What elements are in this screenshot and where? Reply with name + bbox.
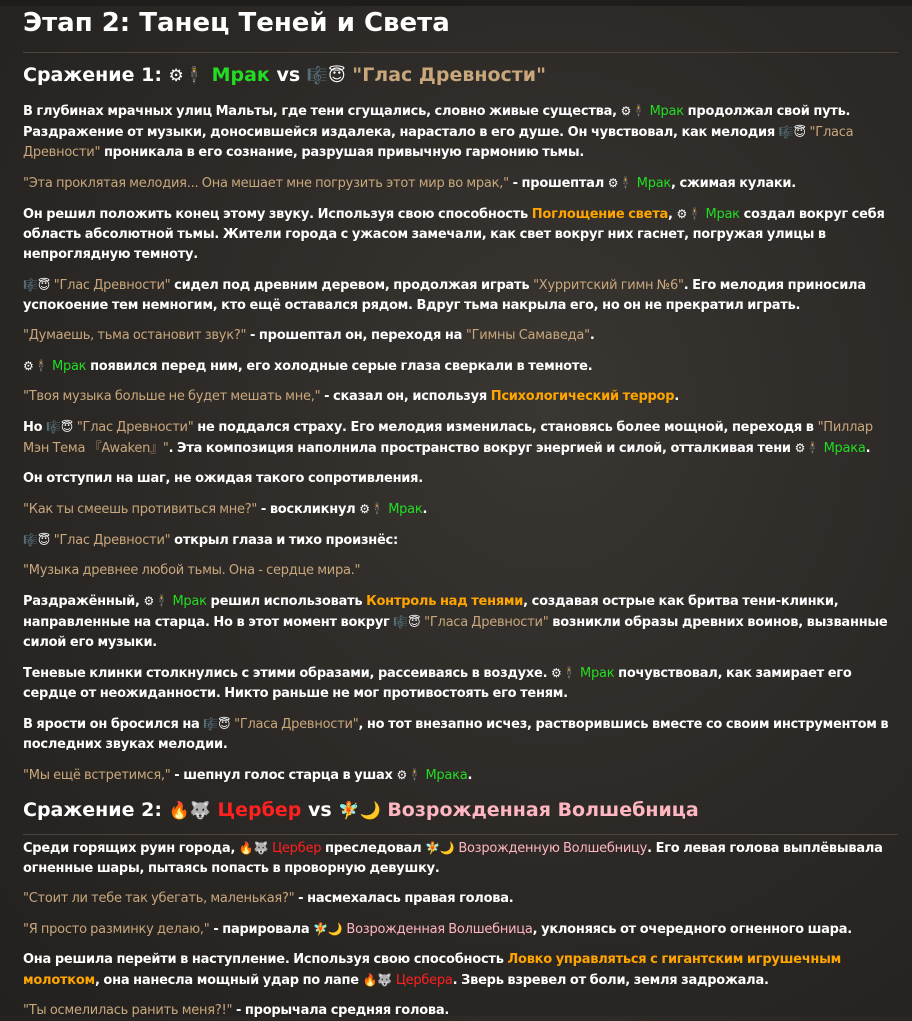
quote: "Мы ещё встретимся," [23, 768, 171, 783]
mrak-icon: ⚙🕴 [23, 359, 49, 373]
mrak-icon: ⚙🕴 [168, 66, 205, 86]
ability: Поглощение света [531, 207, 669, 222]
quote: "Как ты смеешь противиться мне?" [23, 502, 258, 517]
song: "Пиллар Мэн Тема 『Awaken』" [23, 420, 873, 456]
text: , уклоняясь от очередного огненного шара. [532, 922, 852, 937]
text: , сжимая кулаки. [671, 176, 796, 191]
text: В глубинах мрачных улиц Мальты, где тени сгущались, словно живые существа, [23, 104, 617, 119]
text: Раздражённый, [23, 594, 140, 609]
character-glas: "Гласа Древности" [23, 125, 854, 160]
glas-icon: 🎼😇 [393, 615, 421, 629]
paragraph [23, 275, 898, 316]
text: В ярости он бросился на [23, 717, 200, 732]
character-cerber: Цербер [272, 841, 322, 856]
witch-icon: 🧚🌙 [425, 841, 455, 855]
character-glas: "Гласа Древности" [424, 615, 549, 630]
stage-title: Этап 2: Танец Теней и Света [23, 0, 898, 53]
mrak-icon: ⚙🕴 [676, 207, 702, 221]
character-mrak: Мрак [649, 104, 684, 119]
character-mrak: Мрак [51, 359, 87, 374]
text: . Зверь взревел от боли, земля задрожала. [452, 973, 769, 988]
mrak-icon: ⚙🕴 [794, 441, 820, 455]
mrak-icon: ⚙🕴 [551, 666, 577, 680]
quote: "Я просто разминку делаю," [23, 922, 210, 937]
paragraph [23, 1001, 898, 1021]
mrak-icon: ⚙🕴 [396, 768, 422, 782]
quote: "Твоя музыка больше не будет мешать мне," [23, 389, 321, 404]
battle-2-fighter-1: Цербер [217, 799, 302, 821]
mrak-icon: ⚙🕴 [359, 502, 385, 516]
text: Среди горящих руин города, [23, 841, 236, 856]
ability: Ловко управляться с гигантским игрушечным молотком [23, 952, 842, 988]
paragraph [23, 663, 898, 704]
text: . [422, 502, 428, 517]
character-mrak: Мрака [425, 768, 468, 783]
paragraph [23, 889, 898, 909]
text: - воскликнул [260, 502, 356, 517]
battle-2-fighter-2: Возрожденная Волшебница [387, 799, 699, 821]
mrak-icon: ⚙🕴 [607, 176, 633, 190]
paragraph [23, 417, 898, 459]
battle-1-vs: vs [276, 64, 301, 86]
character-glas: "Глас Древности" [76, 420, 194, 435]
text: , но тот внезапно исчез, растворившись вместе со своим инструментом в последних звуках мелодии. [23, 717, 889, 752]
battle-2-vs: vs [308, 799, 332, 821]
witch-icon: 🧚🌙 [338, 801, 381, 821]
text: проникала в его сознание, разрушая привычную гармонию тьмы. [103, 145, 585, 160]
text: . [467, 768, 473, 783]
glas-icon: 🎼😇 [306, 66, 346, 86]
paragraph: Он отступил на шаг, не ожидая такого сопротивления. [23, 471, 423, 486]
character-cerber: Цербера [395, 973, 453, 988]
text: открыл глаза и тихо произнёс: [174, 533, 398, 548]
battle-1-heading [23, 62, 898, 98]
battle-1-fighter-2: "Глас Древности" [352, 64, 547, 86]
character-mrak: Мрак [705, 207, 740, 222]
text: . [674, 389, 680, 404]
paragraph [23, 919, 898, 940]
glas-icon: 🎼😇 [203, 717, 231, 731]
text: появился перед ним, его холодные серые глаза сверкали в темноте. [90, 359, 593, 374]
text: возникли образы древних воинов, вызванные силой его музыки. [23, 615, 888, 650]
text: - шепнул голос старца в ушах [174, 768, 393, 783]
text: - прошептал он, переходя на [250, 328, 463, 343]
paragraph [23, 499, 898, 520]
paragraph [23, 765, 898, 786]
battle-1-prefix: Сражение 1: [23, 64, 162, 86]
character-glas: "Гласа Древности" [234, 717, 359, 732]
battle-2-heading [23, 796, 898, 835]
paragraph [23, 714, 898, 755]
battle-1-fighter-1: Мрак [211, 64, 270, 86]
text: . [865, 441, 871, 456]
quote-paragraph: "Музыка древнее любой тьмы. Она - сердце мира." [23, 563, 361, 578]
text: Он решил положить конец этому звуку. Используя свою способность [23, 207, 528, 222]
text: - прошептал [512, 176, 604, 191]
text: . Эта композиция наполнила пространство вокруг энергией и силой, отталкивая тени [168, 441, 791, 456]
text: Она решила перейти в наступление. Используя свою способность [23, 952, 504, 967]
paragraph [23, 101, 898, 163]
text: - сказал он, используя [324, 389, 487, 404]
text: . [589, 328, 595, 343]
paragraph [23, 387, 898, 407]
paragraph [23, 356, 898, 377]
text: почувствовал, как замирает его сердце от неожиданности. Никто раньше не мог противостоять его теням. [23, 666, 852, 701]
battle-1-story [23, 101, 898, 786]
text: . Его левая голова выплёвывала огненные шары, пытаясь попасть в проворную девушку. [23, 841, 883, 876]
quote: "Ты осмелилась ранить меня?!" [23, 1003, 233, 1018]
song: "Хурритский гимн №6" [533, 278, 684, 293]
battle-2-prefix: Сражение 2: [23, 799, 162, 821]
character-witch: Возрожденная Волшебница [346, 922, 533, 937]
mrak-icon: ⚙🕴 [620, 104, 646, 118]
song: "Гимны Самаведа" [465, 328, 590, 343]
mrak-icon: ⚙🕴 [143, 594, 169, 608]
paragraph [23, 173, 898, 194]
character-mrak: Мрака [823, 441, 866, 456]
witch-icon: 🧚🌙 [313, 922, 343, 936]
character-glas: "Глас Древности" [53, 533, 171, 548]
text: . Его мелодия приносила успокоение тем немногим, кто ещё оставался рядом. Вдруг тьма накрыла его, но он не прекратил играть. [23, 278, 866, 313]
text: создал вокруг себя область абсолютной тьмы. Жители города с ужасом замечали, как свет вокруг них гаснет, погружая улицы в непроглядную темноту. [23, 207, 885, 262]
glas-icon: 🎼😇 [23, 533, 50, 547]
character-mrak: Мрак [172, 594, 207, 609]
text: преследовал [325, 841, 422, 856]
top-bar [0, 0, 912, 6]
ability: Психологический террор [490, 389, 675, 404]
ability: Контроль над тенями [366, 594, 524, 609]
cerber-icon: 🔥🐺 [168, 801, 211, 821]
text: , она нанесла мощный удар по лапе [94, 973, 359, 988]
character-glas: "Глас Древности" [53, 278, 171, 293]
text: , [668, 207, 673, 222]
paragraph [23, 204, 898, 265]
text: - парировала [213, 922, 310, 937]
paragraph [23, 838, 898, 879]
text: , создавая острые как бритва тени-клинки, направленные на старца. Но в этот момент вокруг [23, 594, 839, 630]
quote: "Эта проклятая мелодия... Она мешает мне погрузить этот мир во мрак," [23, 176, 509, 191]
paragraph [23, 326, 898, 346]
cerber-icon: 🔥🐺 [238, 841, 269, 855]
cerber-icon: 🔥🐺 [362, 973, 393, 987]
character-mrak: Мрак [388, 502, 423, 517]
text: Теневые клинки столкнулись с этими образами, рассеиваясь в воздухе. [23, 666, 548, 681]
glas-icon: 🎼😇 [46, 420, 74, 434]
text: не поддался страху. Его мелодия изменилась, становясь более мощной, переходя в [197, 420, 814, 435]
text: сидел под древним деревом, продолжая играть [174, 278, 530, 293]
text: - насмехалась правая голова. [298, 891, 514, 906]
paragraph [23, 591, 898, 653]
text: Но [23, 420, 43, 435]
quote: "Думаешь, тьма остановит звук?" [23, 328, 247, 343]
quote: "Стоит ли тебе так убегать, маленькая?" [23, 891, 295, 906]
text: продолжал свой путь. Раздражение от музыки, доносившейся издалека, нарастало в его душе. Он чувствовал, как мелодия [23, 104, 851, 140]
character-witch: Возрожденную Волшебницу [458, 841, 648, 856]
paragraph [23, 530, 898, 551]
character-mrak: Мрак [580, 666, 615, 681]
battle-2-story [23, 838, 898, 1021]
glas-icon: 🎼😇 [23, 278, 50, 292]
paragraph [23, 950, 898, 991]
text: решил использовать [210, 594, 363, 609]
text: - прорычала средняя голова. [235, 1003, 450, 1018]
glas-icon: 🎼😇 [778, 125, 806, 139]
character-mrak: Мрак [636, 176, 672, 191]
